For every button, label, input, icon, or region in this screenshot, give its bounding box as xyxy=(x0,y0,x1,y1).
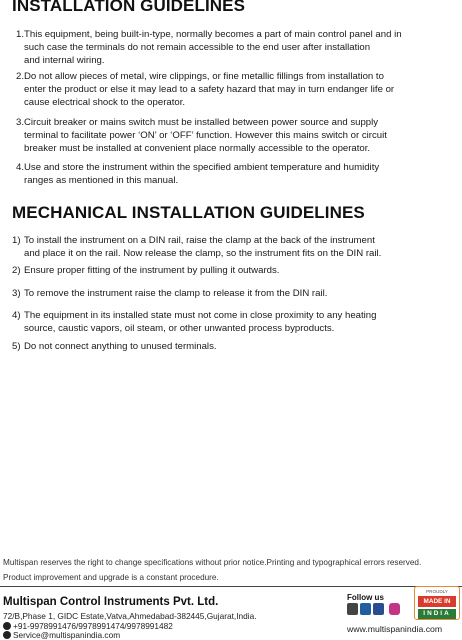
follow-label: Follow us xyxy=(347,593,384,602)
item-text xyxy=(24,287,458,300)
footer-divider xyxy=(0,586,462,587)
facebook-icon[interactable] xyxy=(373,603,384,615)
item-text xyxy=(24,340,458,353)
text-line: The equipment in its installed state must not come in close proximity to any heating xyxy=(24,310,377,321)
company-address: 72/B,Phase 1, GIDC Estate,Vatva,Ahmedabad-382445,Gujarat,India. xyxy=(3,611,257,621)
item-number: 5) xyxy=(12,341,21,352)
phone-numbers: +91-9978991476/9978991474/9978991482 xyxy=(13,621,173,631)
item-text xyxy=(24,264,458,277)
text-line: cause electrical shock to the operator. xyxy=(24,97,186,108)
text-line: Ensure proper fitting of the instrument by pulling it outwards. xyxy=(24,265,280,276)
company-name: Multispan Control Instruments Pvt. Ltd. xyxy=(3,596,219,608)
text-line: breaker must be installed at convenient place normally accessible to the operator. xyxy=(24,143,371,154)
item-number: 1. xyxy=(16,29,25,40)
email-icon xyxy=(3,631,11,639)
text-line: and internal wiring. xyxy=(24,55,105,66)
item-number: 4. xyxy=(16,162,25,173)
text-line: terminal to facilitate power ‘ON’ or ‘OFF’ function. However this mains switch or circuit xyxy=(24,130,387,141)
text-line: source, caustic vapors, oil steam, or other unwanted process byproducts. xyxy=(24,323,335,334)
website-link[interactable]: www.multispanindia.com xyxy=(347,624,443,634)
installation-title: INSTALLATION GUIDELINES xyxy=(12,0,246,15)
text-line: Use and store the instrument within the specified ambient temperature and humidity xyxy=(24,162,380,173)
mechanical-title: MECHANICAL INSTALLATION GUIDELINES xyxy=(12,203,365,222)
text-line: such case the terminals do not remain accessible to the end user after installation xyxy=(24,42,371,53)
disclaimer-line: Product improvement and upgrade is a constant procedure. xyxy=(3,573,219,582)
text-line: and place it on the rail. Now release the clamp, so the instrument fits on the DIN rail. xyxy=(24,248,382,259)
item-number: 1) xyxy=(12,235,21,246)
instagram-icon[interactable] xyxy=(389,603,400,615)
email-address[interactable]: Service@multispanindia.com xyxy=(13,630,121,640)
text-line: To install the instrument on a DIN rail, raise the clamp at the back of the instrument xyxy=(24,235,375,246)
text-line: Do not allow pieces of metal, wire clippings, or fine metallic fillings from installation to xyxy=(24,71,384,82)
email-line xyxy=(3,630,120,640)
text-line: Do not connect anything to unused terminals. xyxy=(24,341,217,352)
text-line: enter the product or else it may lead to a safety hazard that may in turn endanger life or xyxy=(24,84,395,95)
badge-country-text: INDIA xyxy=(418,609,456,619)
text-line: To remove the instrument raise the clamp to release it from the DIN rail. xyxy=(24,288,328,299)
item-text xyxy=(24,28,454,67)
phone-icon xyxy=(3,622,11,630)
item-number: 3) xyxy=(12,288,21,299)
text-line: ranges as mentioned in this manual. xyxy=(24,175,179,186)
item-text xyxy=(24,70,454,109)
item-text xyxy=(24,161,454,187)
item-text xyxy=(24,309,458,335)
badge-top-text: PROUDLY xyxy=(426,589,448,594)
made-in-india-badge xyxy=(414,586,460,620)
linkedin-icon[interactable] xyxy=(360,603,371,615)
badge-made-text: MADE IN xyxy=(418,596,456,607)
item-number: 4) xyxy=(12,310,21,321)
item-number: 2) xyxy=(12,265,21,276)
youtube-icon[interactable] xyxy=(347,603,358,615)
item-text xyxy=(24,116,454,155)
text-line: Circuit breaker or mains switch must be installed between power source and supply xyxy=(24,117,379,128)
item-number: 2. xyxy=(16,71,25,82)
item-number: 3. xyxy=(16,117,25,128)
item-text xyxy=(24,234,458,260)
disclaimer-line: Multispan reserves the right to change specifications without prior notice.Printing and typographical errors reserved. xyxy=(3,558,422,567)
text-line: This equipment, being built-in-type, normally becomes a part of main control panel and in xyxy=(24,29,402,40)
